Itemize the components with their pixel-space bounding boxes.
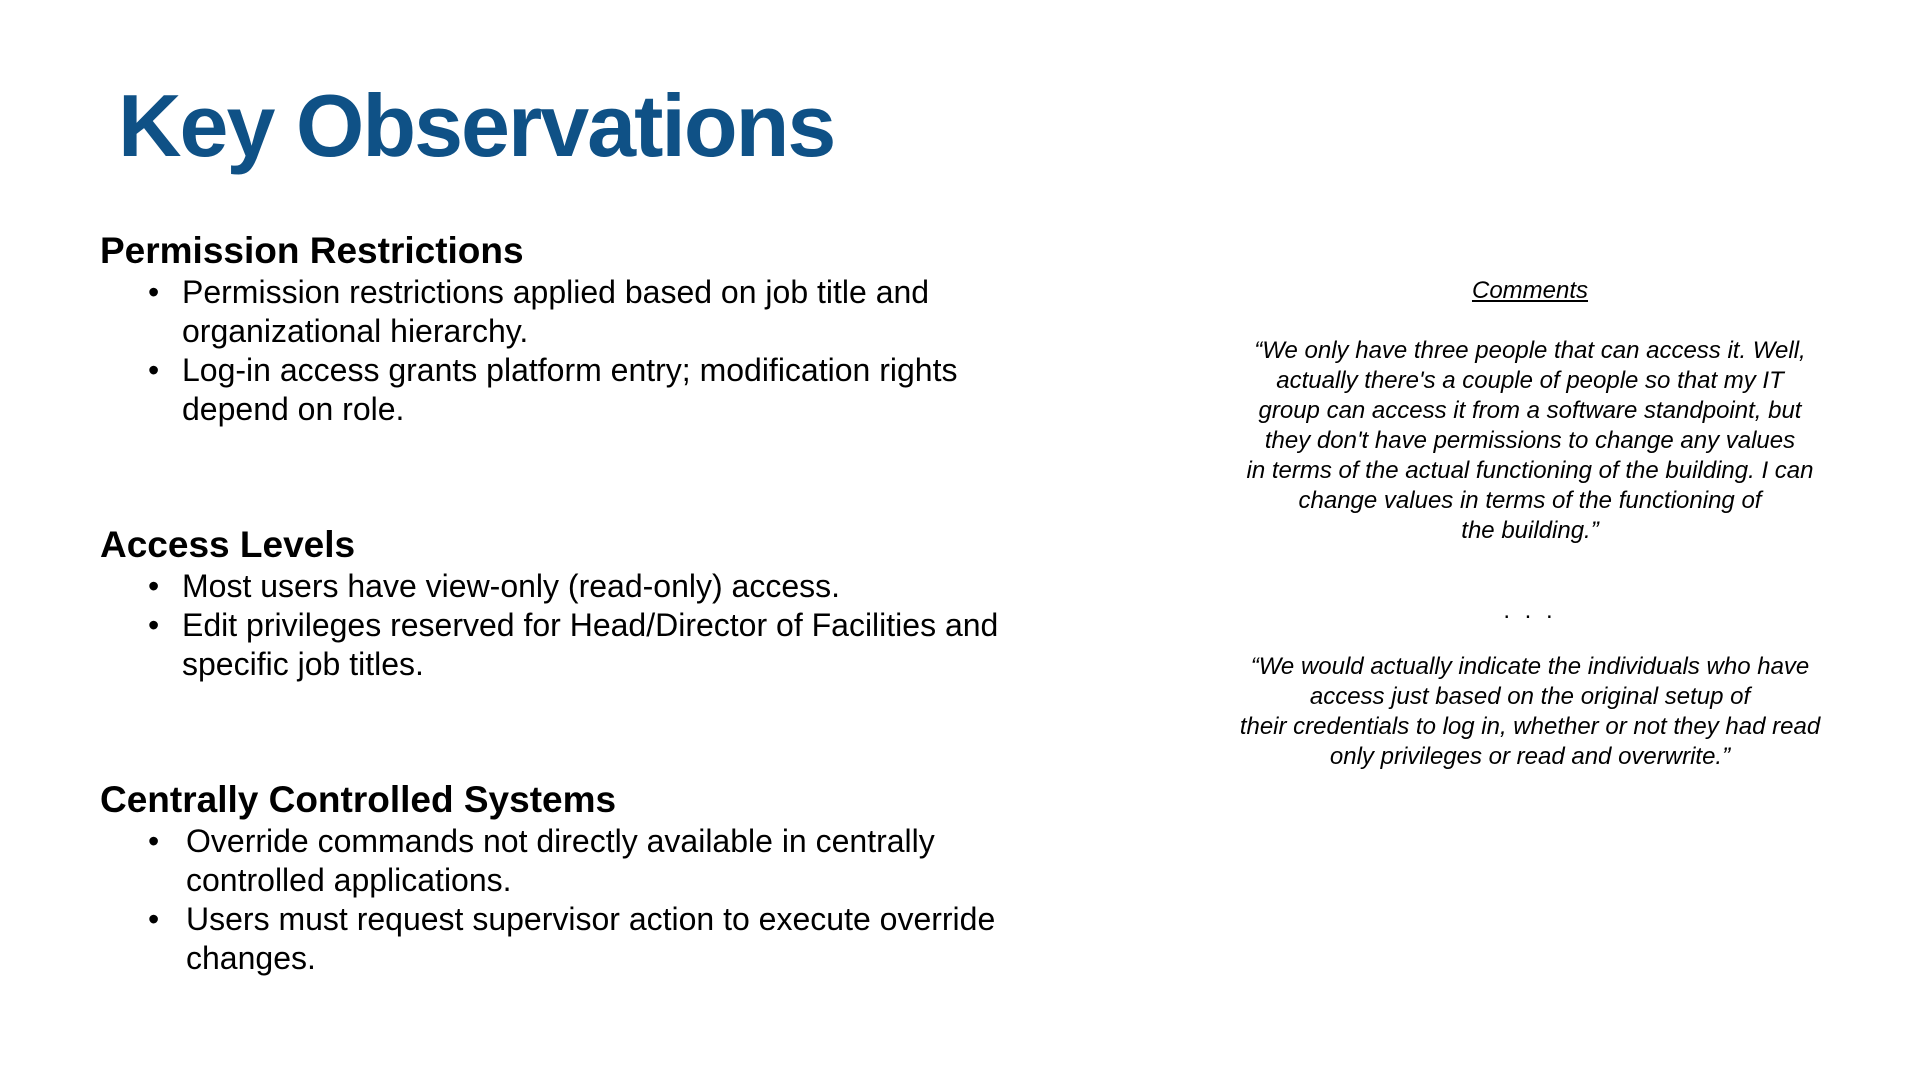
bullet-line: • Users must request supervisor action to execute override [186, 901, 996, 937]
quote-line: only privileges or read and overwrite.” [1329, 743, 1731, 770]
quote-line: their credentials to log in, whether or not they had read [1239, 713, 1821, 740]
slide-title: Key Observations [118, 76, 835, 175]
quote-line: “We would actually indicate the individuals who have [1250, 653, 1810, 680]
quote-block [1200, 652, 1860, 772]
quote-line: in terms of the actual functioning of the building. I can [1246, 457, 1814, 484]
section-permission-restrictions [100, 229, 1060, 429]
bullet-line: changes. [186, 940, 316, 976]
section-heading: Permission Restrictions [100, 230, 524, 271]
quote-line: actually there's a couple of people so that my IT [1276, 367, 1784, 394]
bullet-item [100, 822, 1060, 900]
quote-line: access just based on the original setup of [1309, 683, 1751, 710]
section-heading: Centrally Controlled Systems [100, 779, 617, 820]
section-access-levels [100, 523, 1060, 684]
bullet-line: • Permission restrictions applied based on job title and [182, 274, 930, 310]
bullet-line: controlled applications. [186, 862, 512, 898]
bullet-line: • Override commands not directly available in centrally [186, 823, 935, 859]
bullet-line: • Most users have view-only (read-only) access. [182, 568, 841, 604]
quote-block [1200, 336, 1860, 546]
bullet-item [100, 273, 1060, 351]
bullet-line: organizational hierarchy. [182, 313, 529, 349]
quote-line: the building.” [1461, 517, 1599, 544]
bullet-line: depend on role. [182, 391, 405, 427]
bullet-item [100, 567, 1060, 606]
bullet-line: • Log-in access grants platform entry; modification rights [182, 352, 958, 388]
comments-panel [1200, 276, 1860, 772]
quote-line: group can access it from a software standpoint, but [1258, 397, 1802, 424]
bullet-list [100, 822, 1060, 978]
bullet-item [100, 900, 1060, 978]
quote-line: they don't have permissions to change any values [1264, 427, 1796, 454]
bullet-line: specific job titles. [182, 646, 424, 682]
bullet-list [100, 567, 1060, 684]
bullet-line: • Edit privileges reserved for Head/Director of Facilities and [182, 607, 999, 643]
bullet-item [100, 606, 1060, 684]
section-centrally-controlled-systems [100, 778, 1060, 978]
bullet-item [100, 351, 1060, 429]
bullet-list [100, 273, 1060, 429]
quote-separator: . . . [1503, 597, 1557, 624]
comments-title: Comments [1471, 277, 1589, 304]
quote-line: change values in terms of the functioning of [1298, 487, 1762, 514]
quote-line: “We only have three people that can access it. Well, [1254, 337, 1806, 364]
section-heading: Access Levels [100, 524, 356, 565]
